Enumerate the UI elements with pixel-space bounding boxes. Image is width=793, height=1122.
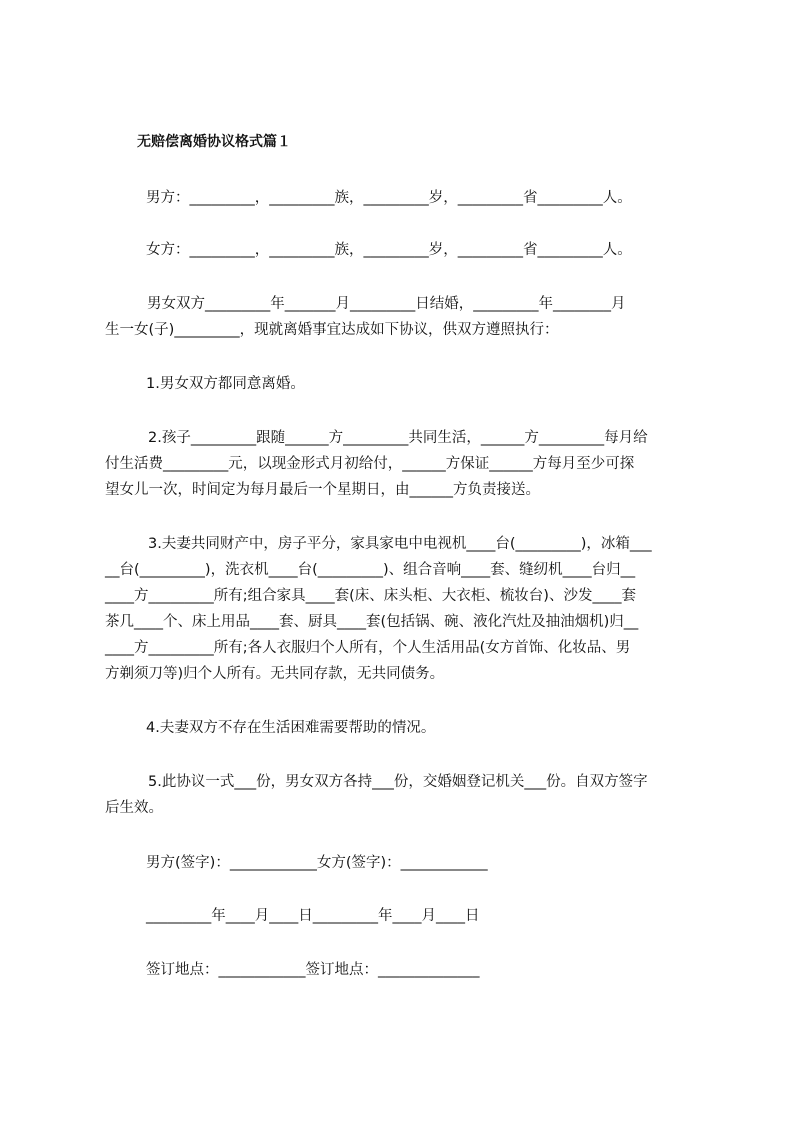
document-title: 无赔偿离婚协议格式篇１	[137, 134, 291, 150]
clause-3-line-3: ____方_________所有;组合家具____套(床、床头柜、大衣柜、梳妆台)、沙发____套	[105, 588, 636, 604]
paragraph-marriage-line-1: 男女双方_________年_______月_________日结婚，_________年________月	[147, 296, 626, 312]
clause-3-line-1: 3.夫妻共同财产中，房子平分，家具家电中电视机____台(_________)，冰箱___	[148, 536, 652, 552]
clause-3-line-2: __台(_________)，洗衣机____台(_________)、组合音响____套、缝纫机____台归__	[105, 562, 636, 578]
paragraph-female-party: 女方：_________，_________族，_________岁，_________省_________人。	[146, 242, 632, 258]
clause-5-line-2: 后生效。	[105, 800, 163, 816]
date-line: _________年____月____日_________年____月____日	[146, 908, 480, 924]
clause-3-line-4: 茶几____个、床上用品____套、厨具____套(包括锅、碗、液化汽灶及抽油烟机)归__	[105, 614, 639, 630]
clause-2-line-3: 望女儿一次，时间定为每月最后一个星期日，由______方负责接送。	[105, 482, 540, 498]
clause-1: 1.男女双方都同意离婚。	[146, 376, 305, 392]
signature-line: 男方(签字)：____________女方(签字)：____________	[146, 855, 488, 871]
clause-5-line-1: 5.此协议一式___份，男女双方各持___份，交婚姻登记机关___份。自双方签字	[148, 774, 648, 790]
paragraph-marriage-line-2: 生一女(子)_________，现就离婚事宜达成如下协议，供双方遵照执行：	[105, 322, 559, 338]
paragraph-male-party: 男方：_________，_________族，_________岁，_________省_________人。	[146, 190, 632, 206]
clause-3-line-5: ____方_________所有;各人衣服归个人所有，个人生活用品(女方首饰、化妆品、男	[105, 640, 631, 656]
clause-2-line-1: 2.孩子_________跟随______方_________共同生活，______方_________每月给	[148, 430, 648, 446]
clause-3-line-6: 方剃须刀等)归个人所有。无共同存款，无共同债务。	[105, 666, 445, 682]
clause-4: 4.夫妻双方不存在生活困难需要帮助的情况。	[146, 720, 436, 736]
clause-2-line-2: 付生活费_________元，以现金形式月初给付，______方保证______方每月至少可探	[105, 456, 635, 472]
signing-place-line: 签订地点：____________签订地点：______________	[146, 962, 480, 978]
